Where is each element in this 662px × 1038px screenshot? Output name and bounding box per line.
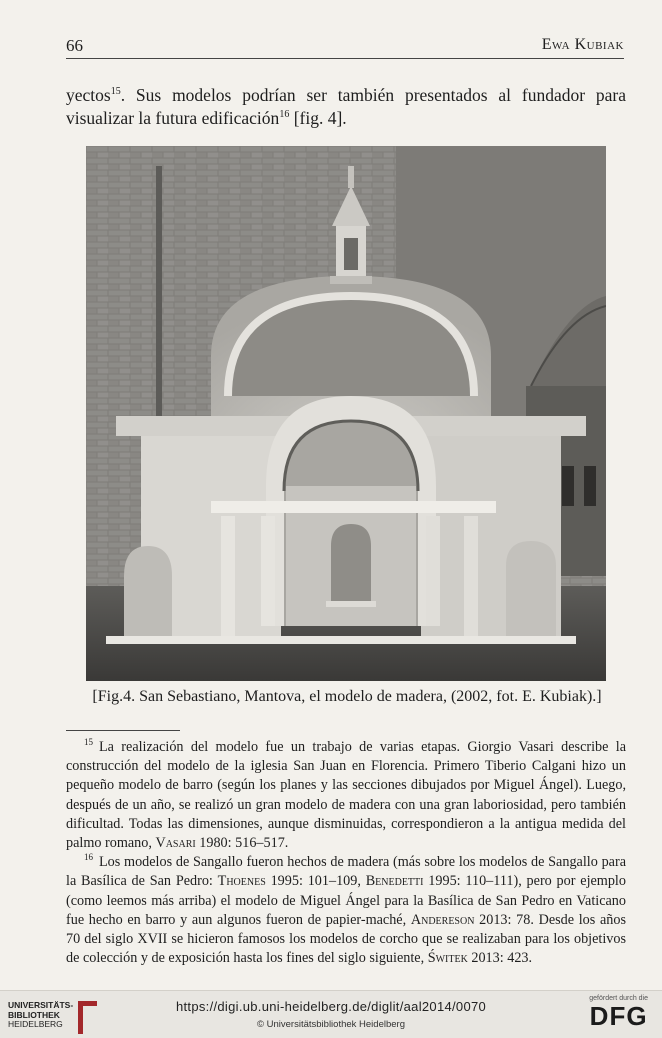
running-head: Ewa Kubiak <box>541 36 624 53</box>
footnote-separator <box>66 730 180 731</box>
funder-label: gefördert durch die <box>589 995 648 1002</box>
body-paragraph: yectos$^{15}$. Sus modelos podrían ser también presentados al fundador para visualizar la futura edificación$^{16}$ [fig. 4]. <box>66 85 626 128</box>
copyright-notice: © Universitätsbibliothek Heidelberg <box>257 1019 405 1030</box>
dfg-wordmark: DFG <box>589 1001 648 1031</box>
library-logo[interactable]: UNIVERSITÄTS- BIBLIOTHEK HEIDELBERG <box>8 1000 74 1029</box>
footnote-ref-15[interactable]: 15 <box>110 86 121 98</box>
footnote-number: 15 <box>84 737 93 748</box>
figure-caption: [Fig.4. San Sebastiano, Mantova, el modelo de madera, (2002, fot. E. Kubiak).] <box>92 688 602 705</box>
permalink-url[interactable]: https://digi.ub.uni-heidelberg.de/diglit/aal2014/0070 <box>175 999 487 1014</box>
footnotes <box>66 738 626 968</box>
footnote-16: $^{16}$ Los modelos de Sangallo fueron hechos de madera (más sobre los modelos de Sangallo para la Basílica de San Pedro: Thoenes 1995: 101–109, Benedetti 1995: 110–111), pero por ejemplo (como leemos más arriba) el modelo de Miguel Ángel para la Basílica de San Pedro en Vaticano fue hecho en barro y aun algunos fueron de papier-maché, Andereson 2013: 78. Desde los años 70 del siglo XVII se hicieron famosos los modelos de corcho que se realizaban para los objetivos de colección y de exposición hasta los fines del siglo siguiente, Świtek 2013: 423. <box>66 852 626 967</box>
footnote-15: $^{15}$ La realización del modelo fue un trabajo de varias etapas. Giorgio Vasari describe la construcción del modelo de la iglesia San Juan en Florencia. Primero Tiberio Calgani hizo un pequeño modelo de barro (según los planes y las secciones dibujados por Miguel Ángel). Luego, después de un año, se realizó un gran modelo de madera con una gran laboriosidad, pero también dificultad. Todas las dimensiones, aunque disminuidas, correspondieron a la antigua medida del palmo romano, Vasari 1980: 516–517. <box>66 737 626 852</box>
citation: Świtek <box>427 950 468 967</box>
footnote-number: 16 <box>84 852 93 863</box>
header-rule <box>66 58 624 59</box>
citation: Benedetti <box>365 873 424 890</box>
citation: Andereson <box>410 911 475 928</box>
page-number: 66 <box>66 36 83 55</box>
digitization-footer <box>0 990 662 1038</box>
page-header <box>66 36 624 58</box>
figure-photo <box>86 146 606 681</box>
citation: Thoenes <box>217 873 266 890</box>
model-photo-illustration <box>86 146 606 681</box>
citation: Vasari <box>155 835 196 852</box>
footnote-ref-16[interactable]: 16 <box>279 109 290 121</box>
dfg-logo[interactable] <box>589 995 648 1030</box>
